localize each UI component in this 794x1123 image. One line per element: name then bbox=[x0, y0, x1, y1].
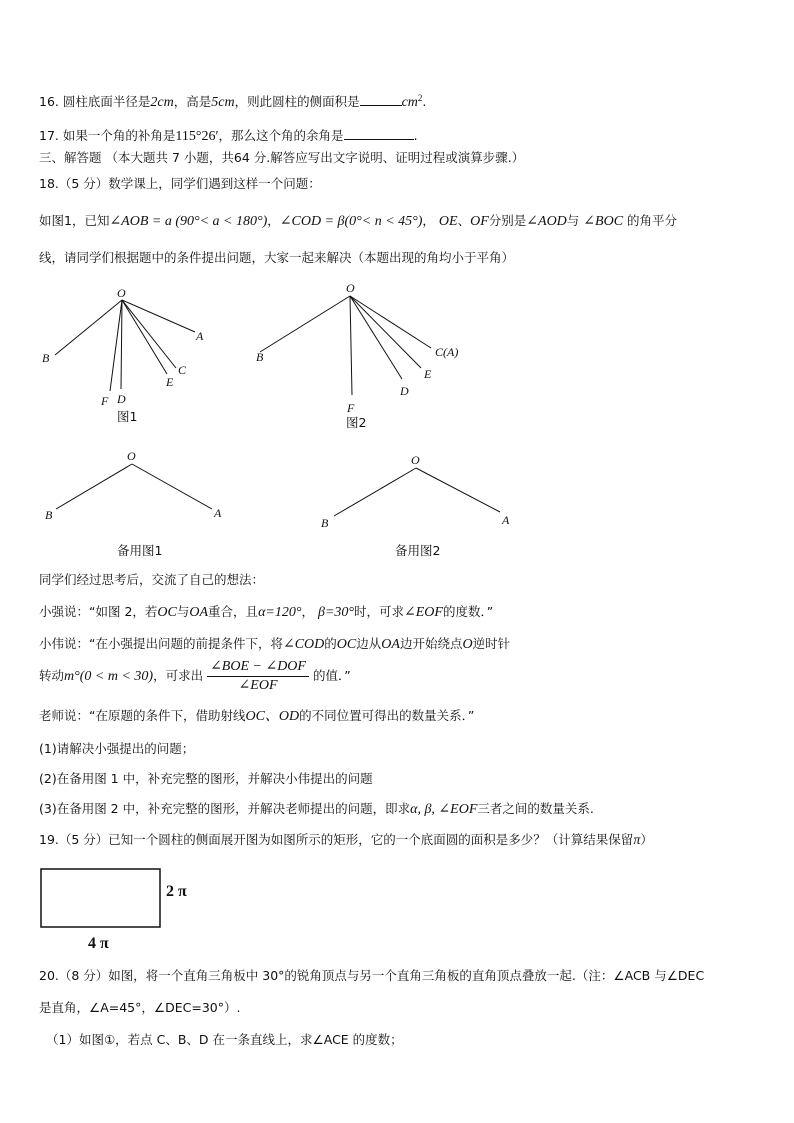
rot-text-c: 的值．” bbox=[312, 668, 351, 683]
rot-text-a: 转动 bbox=[39, 668, 65, 683]
label-a: A bbox=[196, 329, 204, 343]
xq-alpha: α=120° bbox=[258, 605, 302, 620]
q17-end: . bbox=[413, 128, 418, 143]
label-d: D bbox=[400, 384, 409, 398]
ray-oa bbox=[416, 468, 500, 512]
rectangle-bottom-label: 4 π bbox=[88, 935, 109, 952]
xw-text-d: 边开始绕点 bbox=[399, 636, 463, 651]
rot-fraction-numerator: ∠BOE − ∠DOF bbox=[207, 658, 309, 677]
q17-text-b: ，那么这个角的余角是 bbox=[218, 128, 344, 143]
ray-of bbox=[110, 300, 122, 391]
xq-text-f: 的度数．” bbox=[442, 604, 494, 619]
xq-text-a: 小强说：“如图 2，若 bbox=[39, 604, 158, 619]
label-a: A bbox=[502, 513, 510, 527]
label-b: B bbox=[42, 351, 50, 365]
q16-radius: 2cm bbox=[150, 95, 174, 111]
q17-text-a: 如果一个角的补角是 bbox=[62, 128, 176, 143]
ray-ob bbox=[55, 300, 122, 355]
q18-angle-boc: ∠BOC bbox=[583, 214, 624, 229]
label-b: B bbox=[321, 516, 329, 530]
question-18-line-2: 线，请同学们根据题中的条件提出问题，大家一起来解决（本题出现的角均小于平角） bbox=[39, 250, 515, 265]
ray-of bbox=[350, 296, 352, 395]
ray-oa bbox=[132, 464, 212, 509]
rot-text-b: ，可求出 bbox=[153, 668, 204, 683]
q16-answer-blank bbox=[360, 93, 402, 106]
label-d: D bbox=[117, 392, 126, 406]
q17-angle: 115°26′ bbox=[175, 129, 219, 144]
spare-figure-2-caption: 备用图2 bbox=[395, 543, 441, 558]
q19-pi: π bbox=[633, 833, 641, 848]
label-e: E bbox=[424, 367, 432, 381]
question-19 bbox=[39, 832, 653, 849]
q18-sub-2: (2)在备用图 1 中，补充完整的图形，并解决小伟提出的问题 bbox=[39, 771, 373, 786]
q18-angle-cod: ∠COD = β(0°< n < 45°) bbox=[279, 214, 423, 229]
question-20-sub-1: （1）如图①，若点 C、B、D 在一条直线上，求∠ACE 的度数； bbox=[46, 1032, 403, 1047]
ray-od bbox=[350, 296, 402, 379]
label-a: A bbox=[214, 506, 222, 520]
question-18-heading: 18.（5 分）数学课上，同学们遇到这样一个问题： bbox=[39, 176, 321, 191]
question-18-line-1 bbox=[39, 213, 677, 230]
rot-fraction-denominator: ∠EOF bbox=[238, 678, 278, 693]
sub3-text-a: (3)在备用图 2 中，补充完整的图形，并解决老师提出的问题，即求 bbox=[39, 801, 411, 816]
ls-text-a: 老师说：“在原题的条件下，借助射线 bbox=[39, 708, 246, 723]
ray-od bbox=[121, 300, 122, 389]
q16-end: . bbox=[422, 94, 427, 110]
xq-text-c: 重合，且 bbox=[208, 604, 259, 619]
q18-l1-text-a: 如图1，已知 bbox=[39, 213, 110, 228]
ray-oc-oa bbox=[350, 296, 431, 348]
q16-unit-exponent: 2 bbox=[417, 93, 423, 103]
label-o: O bbox=[411, 453, 420, 467]
ray-ob bbox=[260, 296, 350, 352]
ray-oc bbox=[122, 300, 176, 368]
label-c-a: C(A) bbox=[435, 345, 459, 359]
q18-ray-of: OF bbox=[470, 214, 489, 229]
sub3-math: α, β, ∠EOF bbox=[410, 802, 478, 817]
q18-teacher bbox=[39, 708, 474, 725]
rectangle-side-label: 2 π bbox=[166, 883, 187, 900]
q18-l1-text-b: ， bbox=[267, 213, 280, 228]
spare-figure-1 bbox=[40, 447, 240, 562]
q18-l1-text-d: 、 bbox=[457, 213, 471, 228]
label-b: B bbox=[45, 508, 53, 522]
question-20-line-1: 20.（8 分）如图，将一个直角三角板中 30°的锐角顶点与另一个直角三角板的直角顶点叠放一起.（注：∠ACB 与∠DEC bbox=[39, 968, 705, 983]
q18-ray-oe: OE bbox=[438, 214, 458, 229]
xw-text-a: 小伟说：“在小强提出问题的前提条件下，将 bbox=[39, 636, 283, 651]
figure-2-caption: 图2 bbox=[346, 415, 367, 430]
question-17 bbox=[39, 127, 418, 145]
xw-ray-oa: OA bbox=[381, 637, 400, 652]
sub3-text-b: 三者之间的数量关系. bbox=[477, 801, 594, 816]
q18-l1-text-g: 的角平分 bbox=[627, 213, 678, 228]
q19-text-b: ） bbox=[640, 832, 653, 847]
xq-text-d: ， bbox=[301, 604, 314, 619]
label-f: F bbox=[101, 394, 109, 408]
q16-height: 5cm bbox=[211, 95, 235, 111]
ls-rays: OC、OD bbox=[245, 709, 300, 724]
xw-angle-cod: ∠COD bbox=[282, 637, 325, 652]
q18-xiaoqiang bbox=[39, 604, 493, 621]
q19-text-a: 19.（5 分）已知一个圆柱的侧面展开图为如图所示的矩形，它的一个底面圆的面积是多少？（计算结果保留 bbox=[39, 832, 634, 847]
spare-figure-2 bbox=[318, 452, 528, 562]
q16-text-a: 圆柱底面半径是 bbox=[62, 94, 151, 110]
q18-angle-aob: ∠AOB = a (90°< a < 180°) bbox=[109, 214, 268, 229]
figure-2 bbox=[250, 278, 480, 433]
ls-text-b: 的不同位置可得出的数量关系．” bbox=[299, 708, 475, 723]
q18-l1-text-e: 分别是 bbox=[488, 213, 527, 228]
rot-fraction bbox=[207, 658, 309, 695]
q18-l1-text-c: ， bbox=[422, 213, 435, 228]
xq-beta: β=30° bbox=[317, 605, 354, 620]
ray-ob bbox=[56, 464, 132, 509]
xq-text-b: 与 bbox=[176, 604, 190, 619]
q18-rotation bbox=[39, 658, 351, 695]
unfolded-rectangle bbox=[41, 869, 160, 927]
q18-angle-aod: ∠AOD bbox=[526, 214, 567, 229]
q16-number: 16. bbox=[39, 94, 59, 110]
question-20-line-2: 是直角，∠A=45°，∠DEC=30°）. bbox=[39, 1000, 241, 1015]
q16-text-c: ，则此圆柱的侧面积是 bbox=[234, 94, 360, 110]
figure-1-caption: 图1 bbox=[117, 409, 138, 424]
ray-oe bbox=[350, 296, 421, 368]
q18-intro: 同学们经过思考后，交流了自己的想法： bbox=[39, 572, 265, 587]
xq-text-e: 时，可求 bbox=[354, 604, 405, 619]
q16-unit: cm bbox=[401, 95, 418, 111]
label-o: O bbox=[346, 281, 355, 295]
q18-sub-3 bbox=[39, 801, 594, 818]
ray-oa bbox=[122, 300, 195, 332]
label-e: E bbox=[166, 375, 174, 389]
q18-sub-1: (1)请解决小强提出的问题； bbox=[39, 741, 195, 756]
q16-text-b: ，高是 bbox=[173, 94, 212, 110]
q17-answer-blank bbox=[344, 127, 414, 140]
ray-ob bbox=[334, 468, 416, 516]
xq-ray-oc: OC bbox=[157, 605, 177, 620]
xq-angle-eof: ∠EOF bbox=[404, 605, 443, 620]
rot-range: m°(0 < m < 30) bbox=[64, 669, 154, 684]
section-3-heading: 三、解答题 （本大题共 7 小题，共64 分.解答应写出文字说明、证明过程或演算步骤.） bbox=[39, 150, 525, 165]
figure-1 bbox=[38, 282, 218, 427]
q17-number: 17. bbox=[39, 128, 59, 143]
xw-text-c: 边从 bbox=[356, 636, 382, 651]
q19-rectangle-figure bbox=[40, 868, 210, 953]
q18-l1-text-f: 与 bbox=[566, 213, 580, 228]
q18-xiaowei bbox=[39, 636, 510, 653]
label-o: O bbox=[127, 449, 136, 463]
spare-figure-1-caption: 备用图1 bbox=[117, 543, 163, 558]
ray-oe bbox=[122, 300, 167, 374]
question-16 bbox=[39, 90, 426, 111]
xq-ray-oa: OA bbox=[189, 605, 209, 620]
label-o: O bbox=[117, 286, 126, 300]
label-c: C bbox=[178, 363, 187, 377]
xw-text-b: 的 bbox=[324, 636, 337, 651]
label-f: F bbox=[347, 401, 355, 415]
xw-text-e: 逆时针 bbox=[472, 636, 511, 651]
xw-point-o: O bbox=[462, 637, 473, 652]
xw-ray-oc: OC bbox=[336, 637, 357, 652]
label-b: B bbox=[256, 350, 264, 364]
